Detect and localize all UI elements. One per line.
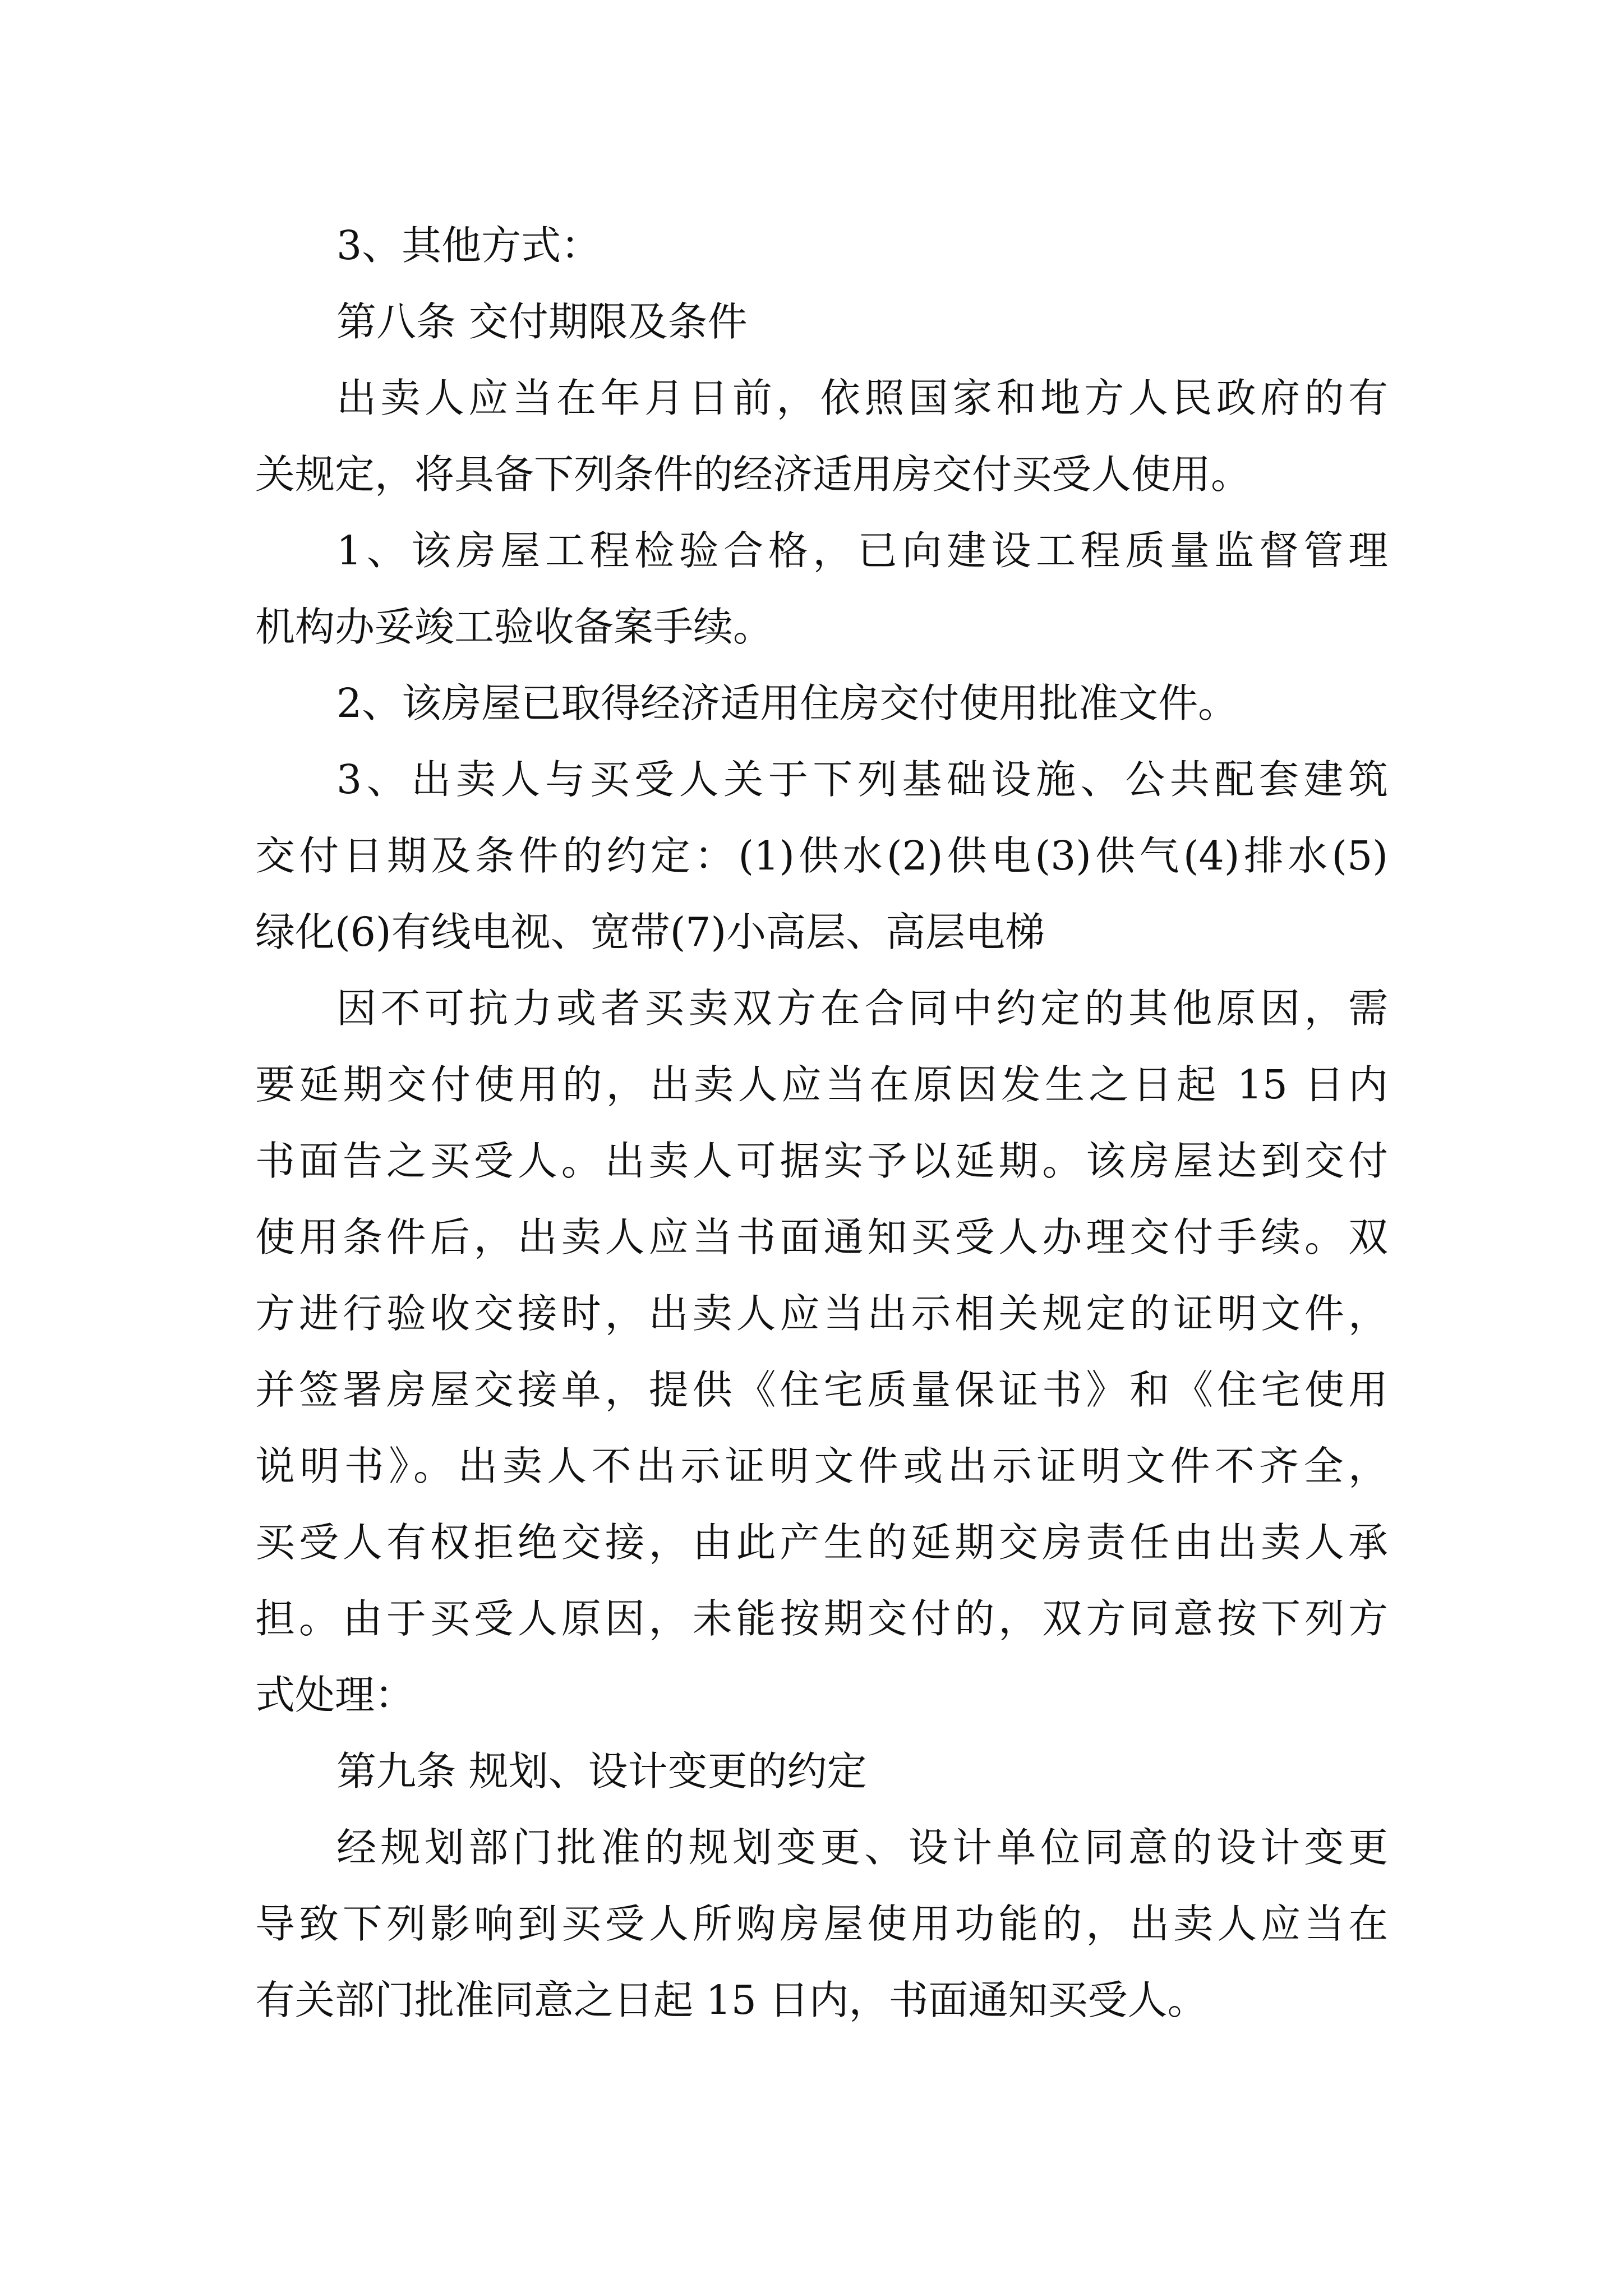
text-line: 式处理： [255,1672,415,1718]
text-line: 方进行验收交接时，出卖人应当出示相关规定的证明文件， [255,1290,1388,1337]
text-line: 3、其他方式： [336,222,601,269]
text-line: 交付日期及条件的约定：(1)供水(2)供电(3)供气(4)排水(5) [255,832,1388,879]
text-line: 要延期交付使用的，出卖人应当在原因发生之日起 15 日内 [255,1061,1388,1108]
text-line: 说明书》。出卖人不出示证明文件或出示证明文件不齐全， [255,1443,1388,1489]
text-line: 2、该房屋已取得经济适用住房交付使用批准文件。 [336,680,1238,726]
text-line: 出卖人应当在年月日前，依照国家和地方人民政府的有 [336,375,1388,421]
text-line: 经规划部门批准的规划变更、设计单位同意的设计变更 [336,1824,1388,1871]
text-line: 机构办妥竣工验收备案手续。 [255,604,773,650]
text-line: 使用条件后，出卖人应当书面通知买受人办理交付手续。双 [255,1214,1388,1260]
text-line: 担。由于买受人原因，未能按期交付的，双方同意按下列方 [255,1595,1388,1642]
text-line: 第九条 规划、设计变更的约定 [336,1748,867,1795]
text-line: 第八条 交付期限及条件 [336,298,748,345]
text-line: 绿化(6)有线电视、宽带(7)小高层、高层电梯 [255,909,1045,955]
text-line: 1、该房屋工程检验合格，已向建设工程质量监督管理 [336,527,1388,574]
text-line: 书面告之买受人。出卖人可据实予以延期。该房屋达到交付 [255,1138,1388,1184]
text-line: 导致下列影响到买受人所购房屋使用功能的，出卖人应当在 [255,1901,1388,1947]
text-line: 有关部门批准同意之日起 15 日内，书面通知买受人。 [255,1977,1207,2023]
text-line: 关规定，将具备下列条件的经济适用房交付买受人使用。 [255,451,1251,498]
text-line: 3、出卖人与买受人关于下列基础设施、公共配套建筑 [336,756,1388,803]
text-line: 因不可抗力或者买卖双方在合同中约定的其他原因，需 [336,985,1388,1032]
text-line: 买受人有权拒绝交接，由此产生的延期交房责任由出卖人承 [255,1519,1388,1566]
text-line: 并签署房屋交接单，提供《住宅质量保证书》和《住宅使用 [255,1366,1388,1413]
